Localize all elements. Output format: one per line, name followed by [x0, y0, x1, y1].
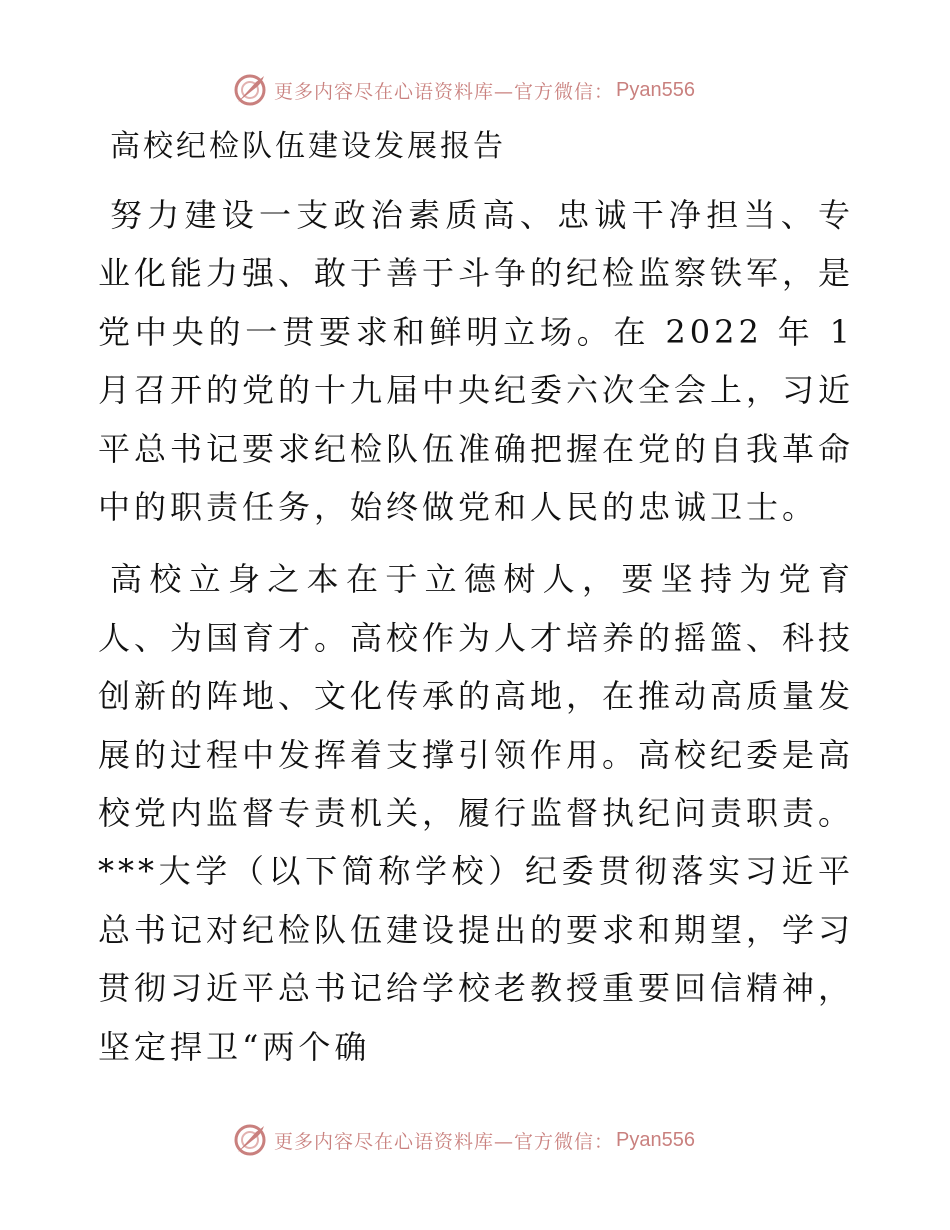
document-body: [98, 122, 854, 1090]
header-watermark: [232, 70, 695, 110]
feather-pen-logo-icon: [232, 1122, 268, 1158]
feather-pen-logo-icon: [232, 72, 268, 108]
watermark-handle: Pyan556: [616, 1128, 695, 1151]
paragraph-1: 努力建设一支政治素质高、忠诚干净担当、专业化能力强、敢于善于斗争的纪检监察铁军，是党中央的一贯要求和鲜明立场。在 2022 年 1 月召开的党的十九届中央纪委六次全会上，习近平总书记要求纪检队伍准确把握在党的自我革命中的职责任务，始终做党和人民的忠诚卫士。: [98, 196, 855, 527]
document-title: 高校纪检队伍建设发展报告: [110, 129, 506, 164]
paragraph-2: 高校立身之本在于立德树人，要坚持为党育人、为国育才。高校作为人才培养的摇篮、科技创新的阵地、文化传承的高地，在推动高质量发展的过程中发挥着支撑引领作用。高校纪委是高校党内监督专责机关，履行监督执纪问责职责。***大学（以下简称学校）纪委贯彻落实习近平总书记对纪检队伍建设提出的要求和期望，学习贯彻习近平总书记给学校老教授重要回信精神，坚定捍卫“两个确: [98, 560, 855, 1066]
footer-watermark: [232, 1120, 695, 1160]
watermark-text: 更多内容尽在心语资料库—官方微信：: [274, 1130, 615, 1153]
watermark-text: 更多内容尽在心语资料库—官方微信：: [274, 80, 615, 103]
watermark-handle: Pyan556: [616, 78, 695, 101]
